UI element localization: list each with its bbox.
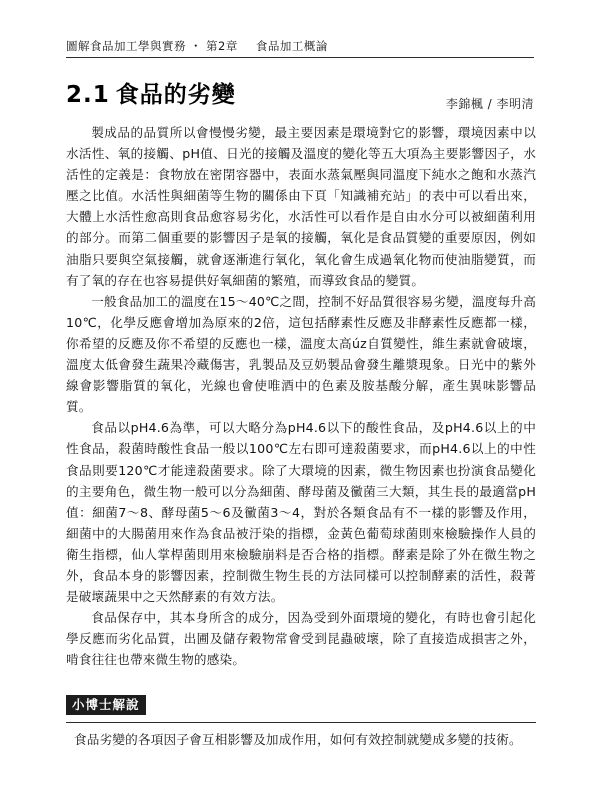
paragraph: 一般食品加工的溫度在15～40℃之間，控制不好品質很容易劣變，溫度每升高10℃，化學反應會增加為原來的2倍，這包括酵素性反應及非酵素性反應都一樣，你希望的反應及你不希望的反應也一樣，溫度太高úz自質變性，維生素就會破壞，溫度太低會發生蔬果冷藏傷害，乳製品及豆奶製品會發生離漿現象。日光中的紫外線會影響脂質的氧化，光線也會使唯酒中的色素及胺基酸分解，產生異味影響品質。	[66, 293, 536, 415]
note-divider	[66, 722, 536, 723]
note-label-main: 小博士	[72, 697, 113, 712]
running-head-chapter: 第2章	[206, 39, 238, 53]
note-label	[66, 695, 146, 715]
note-text: 食品劣變的各項因子會互相影響及加成作用，如何有效控制就變成多變的技術。	[74, 732, 522, 747]
running-head-book-title: 圖解食品加工學與實務	[66, 39, 186, 53]
header-divider	[66, 57, 534, 58]
note-label-tail: 解說	[112, 697, 140, 712]
running-head	[66, 38, 534, 54]
body-text	[66, 122, 536, 670]
section-title: 食品的劣變	[115, 82, 236, 108]
section-header	[66, 80, 534, 114]
paragraph: 製成品的品質所以會慢慢劣變，最主要因素是環境對它的影響，環境因素中以水活性、氧的接觸、pH值、日光的接觸及溫度的變化等五大項為主要影響因子，水活性的定義是：食物放在密閉容器中，表面水蒸氣壓與同溫度下純水之飽和水蒸汽壓之比值。水活性與細菌等生物的關係由下頁「知識補充站」的表中可以看出來，大體上水活性愈高則食品愈容易劣化，水活性可以看作是自由水分可以被細菌利用的部分。而第二個重要的影響因子是氧的接觸，氧化是食品質變的重要原因，例如油脂只要與空氣接觸，就會逐漸進行氧化，氧化會生成過氧化物而使油脂變質，而有了氧的存在也容易提供好氧細菌的繁殖，而導致食品的變質。	[66, 125, 536, 288]
running-head-chapter-title: 食品加工概論	[255, 39, 328, 53]
section-number: 2.1	[66, 82, 110, 108]
running-head-separator: ・	[190, 39, 202, 53]
note-box	[66, 694, 536, 747]
paragraph: 食品保存中，其本身所含的成分，因為受到外面環境的變化，有時也會引起化學反應而劣化品質，出圃及儲存穀物常會受到昆蟲破壞，除了直接造成損害之外，啃食往往也帶來微生物的感染。	[66, 610, 536, 668]
section-authors: 李錦楓 / 李明清	[445, 97, 534, 111]
paragraph: 食品以pH4.6為準，可以大略分為pH4.6以下的酸性食品，及pH4.6以上的中性食品，殺菌時酸性食品一般以100℃左右即可達殺菌要求，而pH4.6以上的中性食品則要120℃才能達殺菌要求。除了大環境的因素，微生物因素也扮演食品變化的主要角色，微生物一般可以分為細菌、酵母菌及黴菌三大類，其生長的最適當pH值：細菌7～8、酵母菌5～6及黴菌3～4，對於各類食品有不一樣的影響及作用，細菌中的大腸菌用來作為食品被汙染的指標，金黃色葡萄球菌則來檢驗操作人員的衛生指標，仙人掌桿菌則用來檢驗崩料是否合格的指標。酵素是除了外在微生物之外，食品本身的影響因素，控制微生物生長的方法同樣可以控制酵素的活性，殺菁是破壞蔬果中之天然酵素的有效方法。	[66, 420, 536, 605]
